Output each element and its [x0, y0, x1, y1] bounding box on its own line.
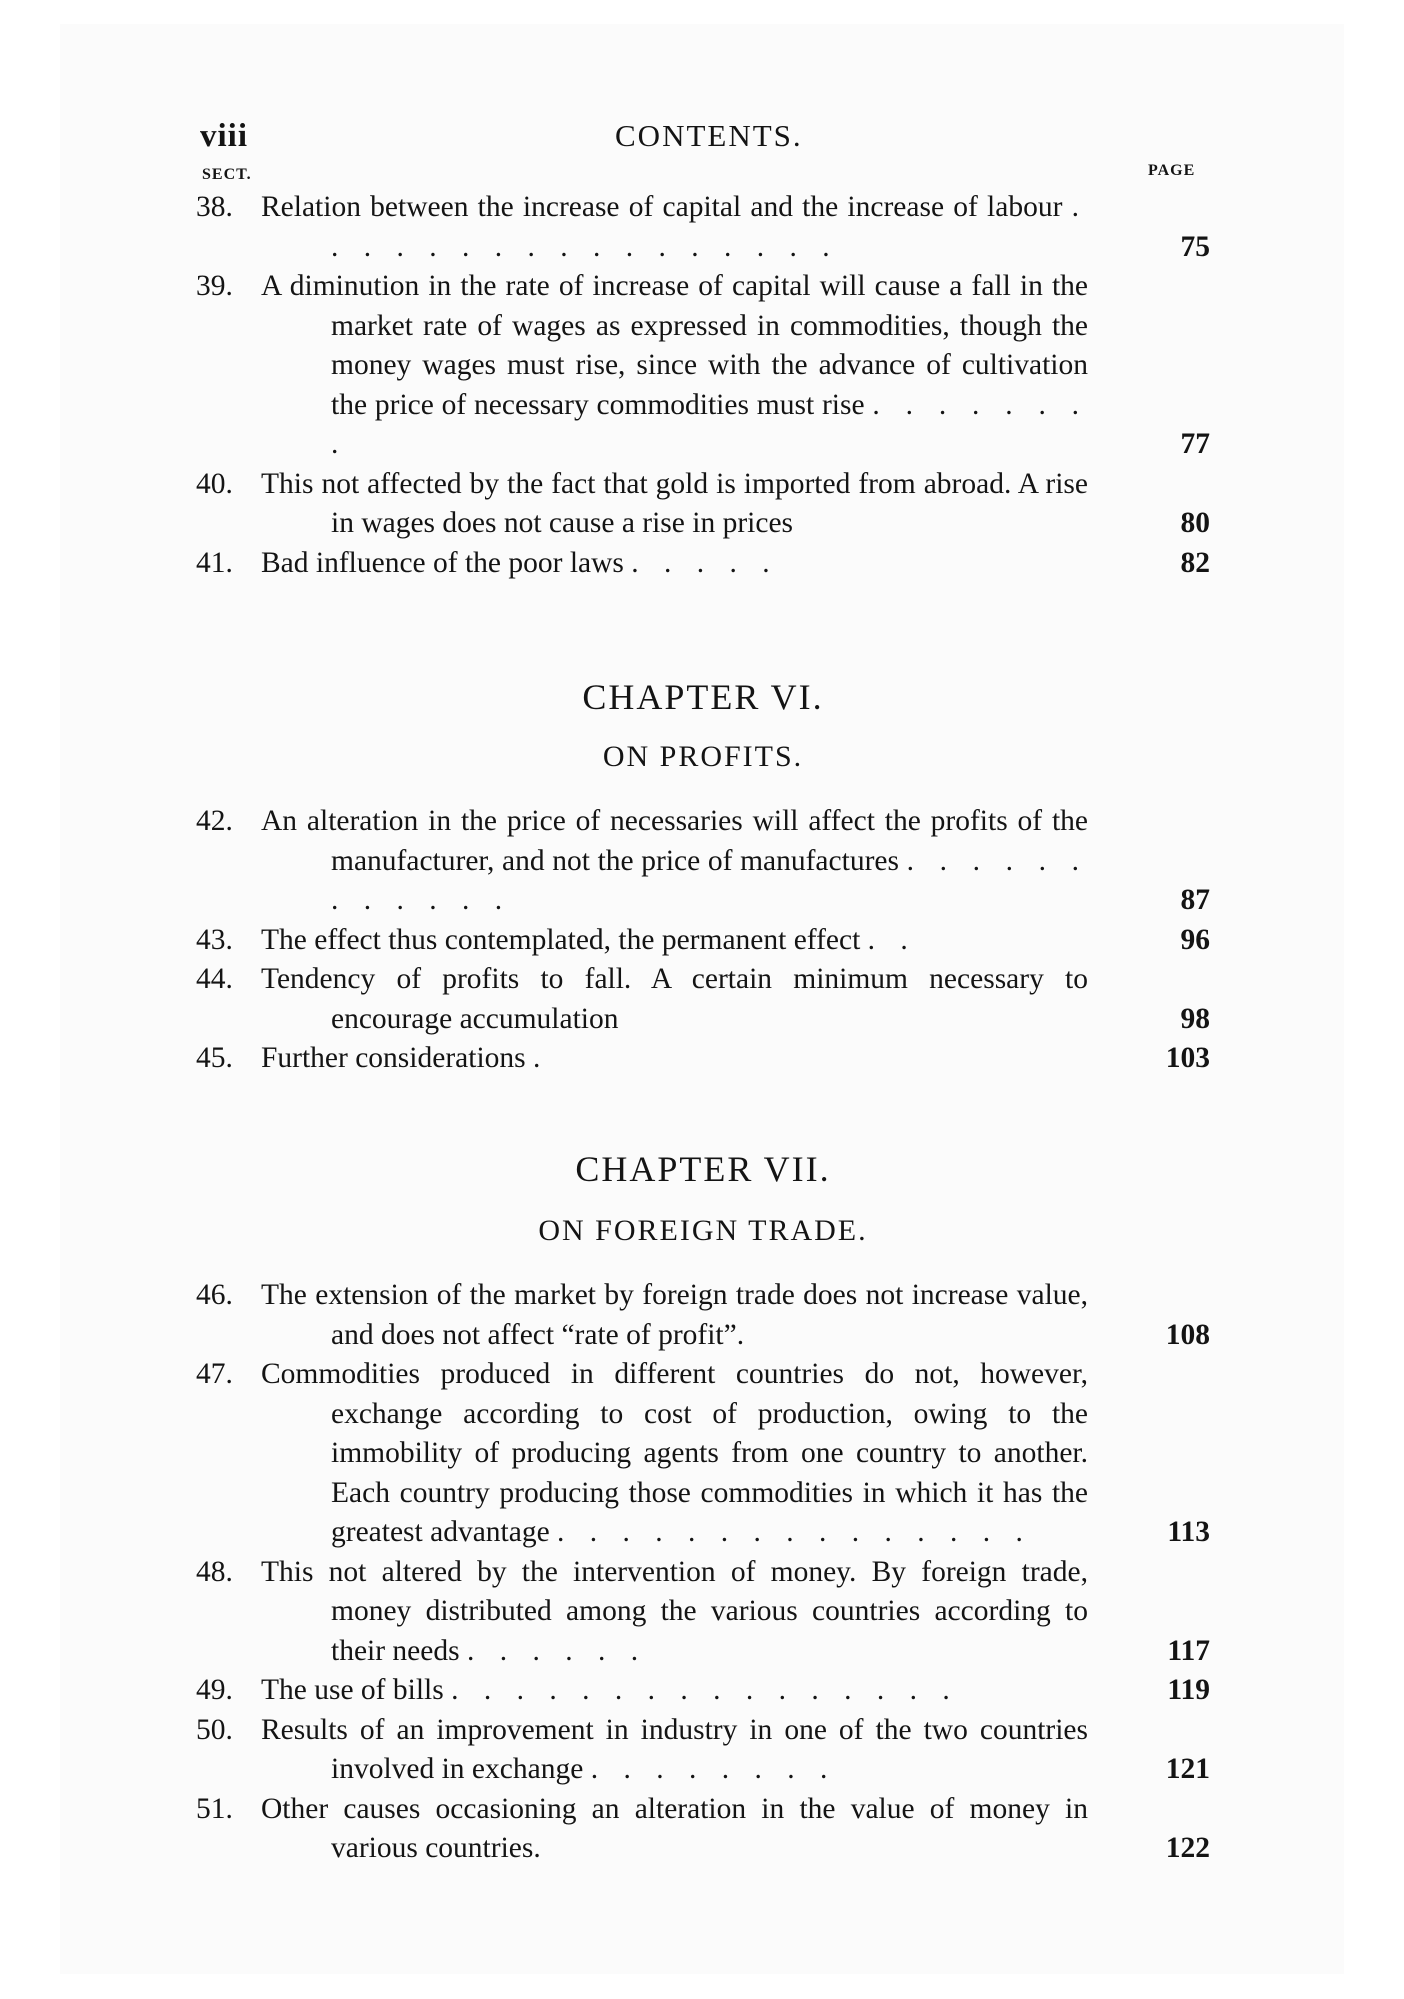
dot-leader: . . . . . . . . . . . . . . . . .: [331, 191, 1088, 263]
page-folio: viii: [200, 118, 249, 154]
page-number: 98: [1180, 1002, 1210, 1035]
chapter-subtitle: ON PROFITS.: [602, 740, 804, 773]
section-number: 48.: [196, 1555, 233, 1588]
toc-entry: [196, 960, 1210, 1039]
running-title: CONTENTS.: [615, 118, 803, 153]
page-number: 87: [1180, 884, 1210, 916]
page-number: 119: [1167, 1674, 1210, 1706]
toc-entry: [196, 1790, 1210, 1869]
entry-title: This not altered by the intervention of money. By foreign trade, money distributed among the various countries according to their needs: [261, 1555, 1088, 1667]
page-column-label: PAGE: [1148, 162, 1196, 179]
toc-entry: [196, 188, 1210, 267]
toc-entry: [196, 544, 1210, 584]
entry-title: The effect thus contemplated, the permanent effect: [261, 923, 861, 956]
toc-entry: [196, 1276, 1210, 1355]
entry-title: A diminution in the rate of increase of capital will cause a fall in the market rate of wages as expressed in commodities, though the money wages must rise, since with the advance of cultivation the price of necessary commodities must rise: [261, 270, 1088, 421]
entry-title: Bad influence of the poor laws: [261, 546, 624, 579]
toc-entry: [196, 1671, 1210, 1711]
section-number: 50.: [196, 1713, 233, 1746]
entry-title: Commodities produced in different countries do not, however, exchange according to cost of production, owing to the immobility of producing agents from one country to another. Each country producing those commodities in which it has the greatest advantage: [261, 1358, 1088, 1548]
dot-leader: . . . . . . . .: [590, 1753, 837, 1785]
entry-title: Further considerations: [261, 1042, 526, 1074]
chapter-heading: CHAPTER VII.: [575, 1149, 831, 1189]
toc-entry: [196, 1553, 1210, 1672]
continued-entry-list: [196, 188, 1210, 583]
dot-leader: . . . . .: [631, 546, 779, 579]
dot-leader: . . . . . . . . . . . . . . . .: [451, 1674, 959, 1706]
page-number: 96: [1180, 923, 1210, 956]
section-column-label: SECT.: [202, 166, 252, 183]
page-number: 103: [1165, 1042, 1210, 1074]
page-number: 75: [1180, 230, 1210, 263]
section-number: 43.: [196, 923, 233, 956]
dot-leader: . . . . . . . . . . . .: [331, 844, 1089, 916]
entry-title: Relation between the increase of capital and the increase of labour: [261, 191, 1063, 223]
dot-leader: .: [533, 1042, 550, 1074]
section-number: 44.: [196, 963, 233, 995]
toc-entry: [196, 921, 1210, 961]
section-number: 42.: [196, 805, 233, 837]
entry-title: The use of bills: [261, 1674, 444, 1706]
chapter-entry-list: [196, 802, 1210, 1079]
section-number: 38.: [196, 191, 233, 223]
page-number: 122: [1165, 1832, 1210, 1864]
dot-leader: . . . . . . . .: [331, 388, 1089, 460]
entry-title: Tendency of profits to fall. A certain minimum necessary to encourage accumulation: [261, 963, 1088, 1035]
chapter-subtitle: ON FOREIGN TRADE.: [538, 1214, 868, 1247]
entry-title: The extension of the market by foreign trade does not increase value, and does not affect “rate of profit”.: [261, 1279, 1088, 1351]
dot-leader: . . . . . . . . . . . . . . .: [557, 1516, 1032, 1548]
toc-entry: [196, 1711, 1210, 1790]
chapter-entry-list: [196, 1276, 1210, 1869]
page-number: 117: [1167, 1634, 1210, 1667]
entry-title: This not affected by the fact that gold is imported from abroad. A rise in wages does not cause a rise in prices: [261, 467, 1088, 539]
section-number: 49.: [196, 1674, 233, 1706]
page-number: 113: [1167, 1516, 1210, 1548]
section-number: 45.: [196, 1042, 233, 1074]
chapter-heading: CHAPTER VI.: [582, 677, 824, 717]
section-number: 51.: [196, 1792, 233, 1825]
page-number: 108: [1165, 1318, 1210, 1351]
page-number: 121: [1165, 1753, 1210, 1785]
section-number: 47.: [196, 1358, 233, 1390]
section-number: 46.: [196, 1279, 233, 1311]
page-number: 77: [1180, 428, 1210, 460]
page-number: 82: [1180, 546, 1210, 579]
toc-entry: [196, 1355, 1210, 1553]
entry-title: Results of an improvement in industry in one of the two countries involved in exchange: [261, 1713, 1088, 1785]
section-number: 40.: [196, 467, 233, 500]
toc-entry: [196, 802, 1210, 921]
entry-title: Other causes occasioning an alteration in the value of money in various countries.: [261, 1792, 1088, 1864]
toc-entry: [196, 465, 1210, 544]
page-number: 80: [1180, 507, 1210, 539]
toc-entry: [196, 267, 1210, 465]
toc-entry: [196, 1039, 1210, 1079]
section-number: 41.: [196, 546, 233, 579]
entry-title: An alteration in the price of necessaries will affect the profits of the manufacturer, and not the price of manufactures: [261, 805, 1088, 877]
section-number: 39.: [196, 270, 233, 302]
dot-leader: . .: [867, 923, 917, 956]
dot-leader: . . . . . .: [466, 1634, 648, 1667]
